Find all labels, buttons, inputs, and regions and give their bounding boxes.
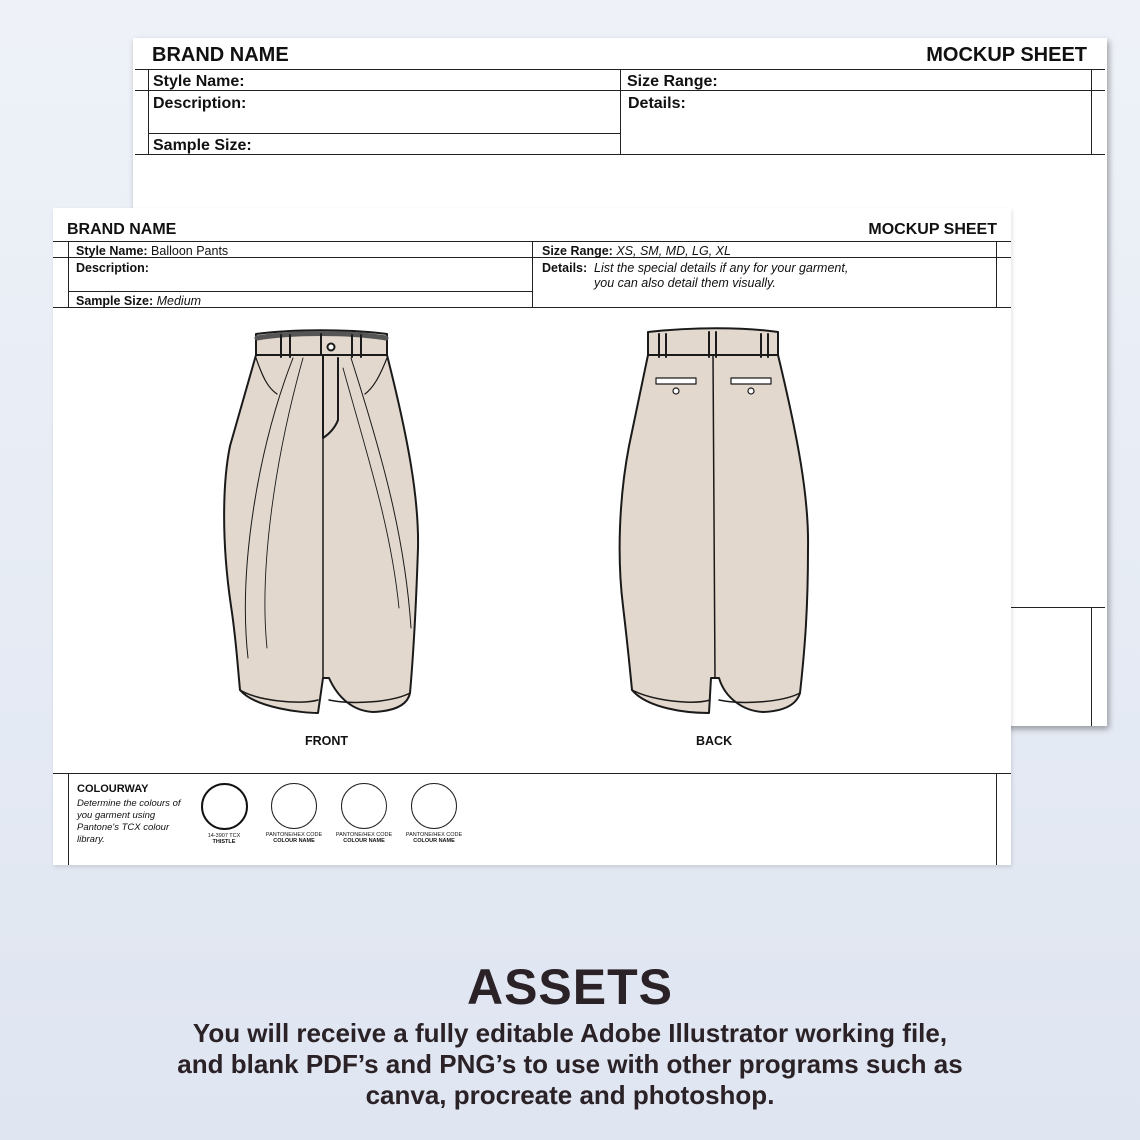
- details-line-1: List the special details if any for your garment,: [594, 261, 849, 275]
- colourway-divider: [996, 773, 997, 865]
- colour-swatch[interactable]: [194, 783, 254, 845]
- back-sheet-divider: [135, 154, 1105, 155]
- colourway-divider: [68, 773, 69, 865]
- pants-front-drawing: [53, 208, 1011, 865]
- details-label: Details:: [542, 261, 588, 275]
- assets-heading: ASSETS: [466, 959, 674, 1015]
- colour-swatch[interactable]: [264, 783, 324, 844]
- sample-size-value: Medium: [156, 294, 202, 308]
- colourway-divider: [53, 773, 1011, 774]
- swatch-circle[interactable]: [201, 783, 248, 830]
- swatch-circle[interactable]: [411, 783, 457, 829]
- details-line-2: you can also detail them visually.: [594, 276, 776, 290]
- back-description-label: Description:: [153, 95, 247, 112]
- swatch-name: COLOUR NAME: [343, 838, 385, 844]
- assets-description: [0, 1018, 1140, 1111]
- back-sheet-title: MOCKUP SHEET: [926, 44, 1087, 66]
- swatch-name: COLOUR NAME: [413, 838, 455, 844]
- front-sheet-brand-name: BRAND NAME: [67, 221, 177, 238]
- size-range-value: XS, SM, MD, LG, XL: [616, 244, 731, 258]
- back-sheet-divider: [620, 69, 621, 154]
- swatch-code: PANTONE/HEX CODE: [405, 832, 463, 838]
- swatch-circle[interactable]: [341, 783, 387, 829]
- front-view-label: FRONT: [305, 734, 349, 748]
- back-sheet-divider: [148, 133, 620, 134]
- swatch-code: PANTONE/HEX CODE: [265, 832, 323, 838]
- colourway-description: Determine the colours of you garment using Pantone's TCX colour library.: [77, 798, 181, 845]
- back-details-label: Details:: [628, 95, 686, 112]
- swatch-name: THISTLE: [212, 839, 236, 845]
- sample-size-label: Sample Size:: [76, 294, 154, 308]
- colourway-title: COLOURWAY: [77, 783, 149, 795]
- swatch-code: 14-3907 TCX: [207, 833, 241, 839]
- back-sample-size-label: Sample Size:: [153, 137, 252, 154]
- swatch-name: COLOUR NAME: [273, 838, 315, 844]
- back-view-label: BACK: [696, 734, 733, 748]
- colour-swatch[interactable]: [334, 783, 394, 844]
- front-sheet-title: MOCKUP SHEET: [868, 221, 997, 238]
- description-label: Description:: [76, 261, 149, 275]
- style-name-label: Style Name:: [76, 244, 148, 258]
- back-sheet-divider: [148, 69, 149, 154]
- swatch-circle[interactable]: [271, 783, 317, 829]
- style-name-value: Balloon Pants: [151, 244, 229, 258]
- assets-line-3: canva, procreate and photoshop.: [365, 1080, 775, 1110]
- swatch-code: PANTONE/HEX CODE: [335, 832, 393, 838]
- colour-swatch[interactable]: [404, 783, 464, 844]
- front-mockup-sheet: [53, 208, 1011, 865]
- assets-line-1: You will receive a fully editable Adobe Illustrator working file,: [192, 1018, 948, 1048]
- back-style-name-label: Style Name:: [153, 73, 245, 90]
- back-sheet-divider: [1091, 607, 1092, 726]
- assets-line-2: and blank PDF’s and PNG’s to use with other programs such as: [177, 1049, 963, 1079]
- size-range-label: Size Range:: [542, 244, 613, 258]
- back-size-range-label: Size Range:: [627, 73, 718, 90]
- back-sheet-divider: [1091, 69, 1092, 154]
- back-sheet-brand-name: BRAND NAME: [152, 44, 289, 66]
